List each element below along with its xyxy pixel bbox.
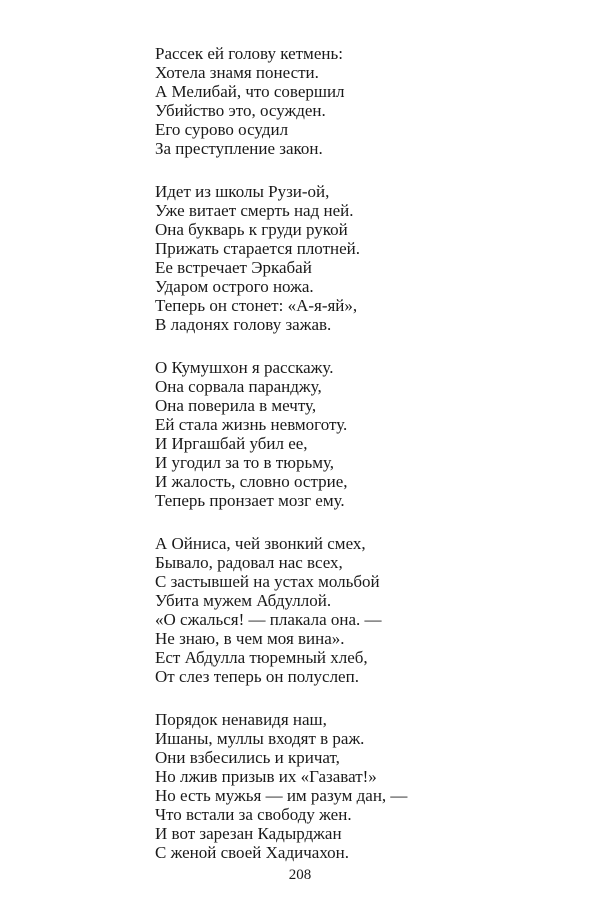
stanza-4 — [155, 534, 455, 686]
poem-line: Ишаны, муллы входят в раж. — [155, 729, 365, 748]
poem-line: Уже витает смерть над ней. — [155, 201, 354, 220]
poem-line: Но лжив призыв их «Газават!» — [155, 767, 377, 786]
poem-line: Порядок ненавидя наш, — [155, 710, 327, 729]
poem-line: Но есть мужья — им разум дан, — — [155, 786, 408, 805]
poem-line: Убита мужем Абдуллой. — [155, 591, 332, 610]
poem-line: Она букварь к груди рукой — [155, 220, 348, 239]
poem-line: Теперь пронзает мозг ему. — [155, 491, 345, 510]
poem-line: Бывало, радовал нас всех, — [155, 553, 343, 572]
poem-line: А Ойниса, чей звонкий смех, — [155, 534, 366, 553]
stanza-2 — [155, 182, 455, 334]
poem-line: И угодил за то в тюрьму, — [155, 453, 334, 472]
stanza-3 — [155, 358, 455, 510]
poem-line: Его сурово осудил — [155, 120, 289, 139]
poem-line: От слез теперь он полуслеп. — [155, 667, 359, 686]
poem-line: Она поверила в мечту, — [155, 396, 317, 415]
poem-line: Ей стала жизнь невмоготу. — [155, 415, 348, 434]
poem-line: Что встали за свободу жен. — [155, 805, 352, 824]
poem-line: «О сжалься! — плакала она. — — [155, 610, 382, 629]
poem-line: А Мелибай, что совершил — [155, 82, 345, 101]
poem-line: Не знаю, в чем моя вина». — [155, 629, 345, 648]
stanza-1 — [155, 44, 455, 158]
poem-line: Теперь он стонет: «А-я-яй», — [155, 296, 358, 315]
poem-line: Она сорвала паранджу, — [155, 377, 322, 396]
poem-text — [155, 44, 455, 886]
poem-line: Ест Абдулла тюремный хлеб, — [155, 648, 368, 667]
poem-line: Они взбесились и кричат, — [155, 748, 340, 767]
poem-line: И вот зарезан Кадырджан — [155, 824, 342, 843]
poem-line: Прижать старается плотней. — [155, 239, 361, 258]
poem-line: И жалость, словно острие, — [155, 472, 348, 491]
poem-line: В ладонях голову зажав. — [155, 315, 332, 334]
poem-line: Ударом острого ножа. — [155, 277, 314, 296]
page-number: 208 — [288, 867, 312, 883]
stanza-5 — [155, 710, 455, 862]
poem-line: Хотела знамя понести. — [155, 63, 319, 82]
poem-line: С застывшей на устах мольбой — [155, 572, 380, 591]
poem-line: О Кумушхон я расскажу. — [155, 358, 334, 377]
poem-line: Идет из школы Рузи-ой, — [155, 182, 330, 201]
poem-line: Убийство это, осужден. — [155, 101, 326, 120]
poem-line: За преступление закон. — [155, 139, 323, 158]
poem-line: Рассек ей голову кетмень: — [155, 44, 343, 63]
poem-line: Ее встречает Эркабай — [155, 258, 312, 277]
poem-line: С женой своей Хадичахон. — [155, 843, 350, 862]
poem-line: И Иргашбай убил ее, — [155, 434, 308, 453]
